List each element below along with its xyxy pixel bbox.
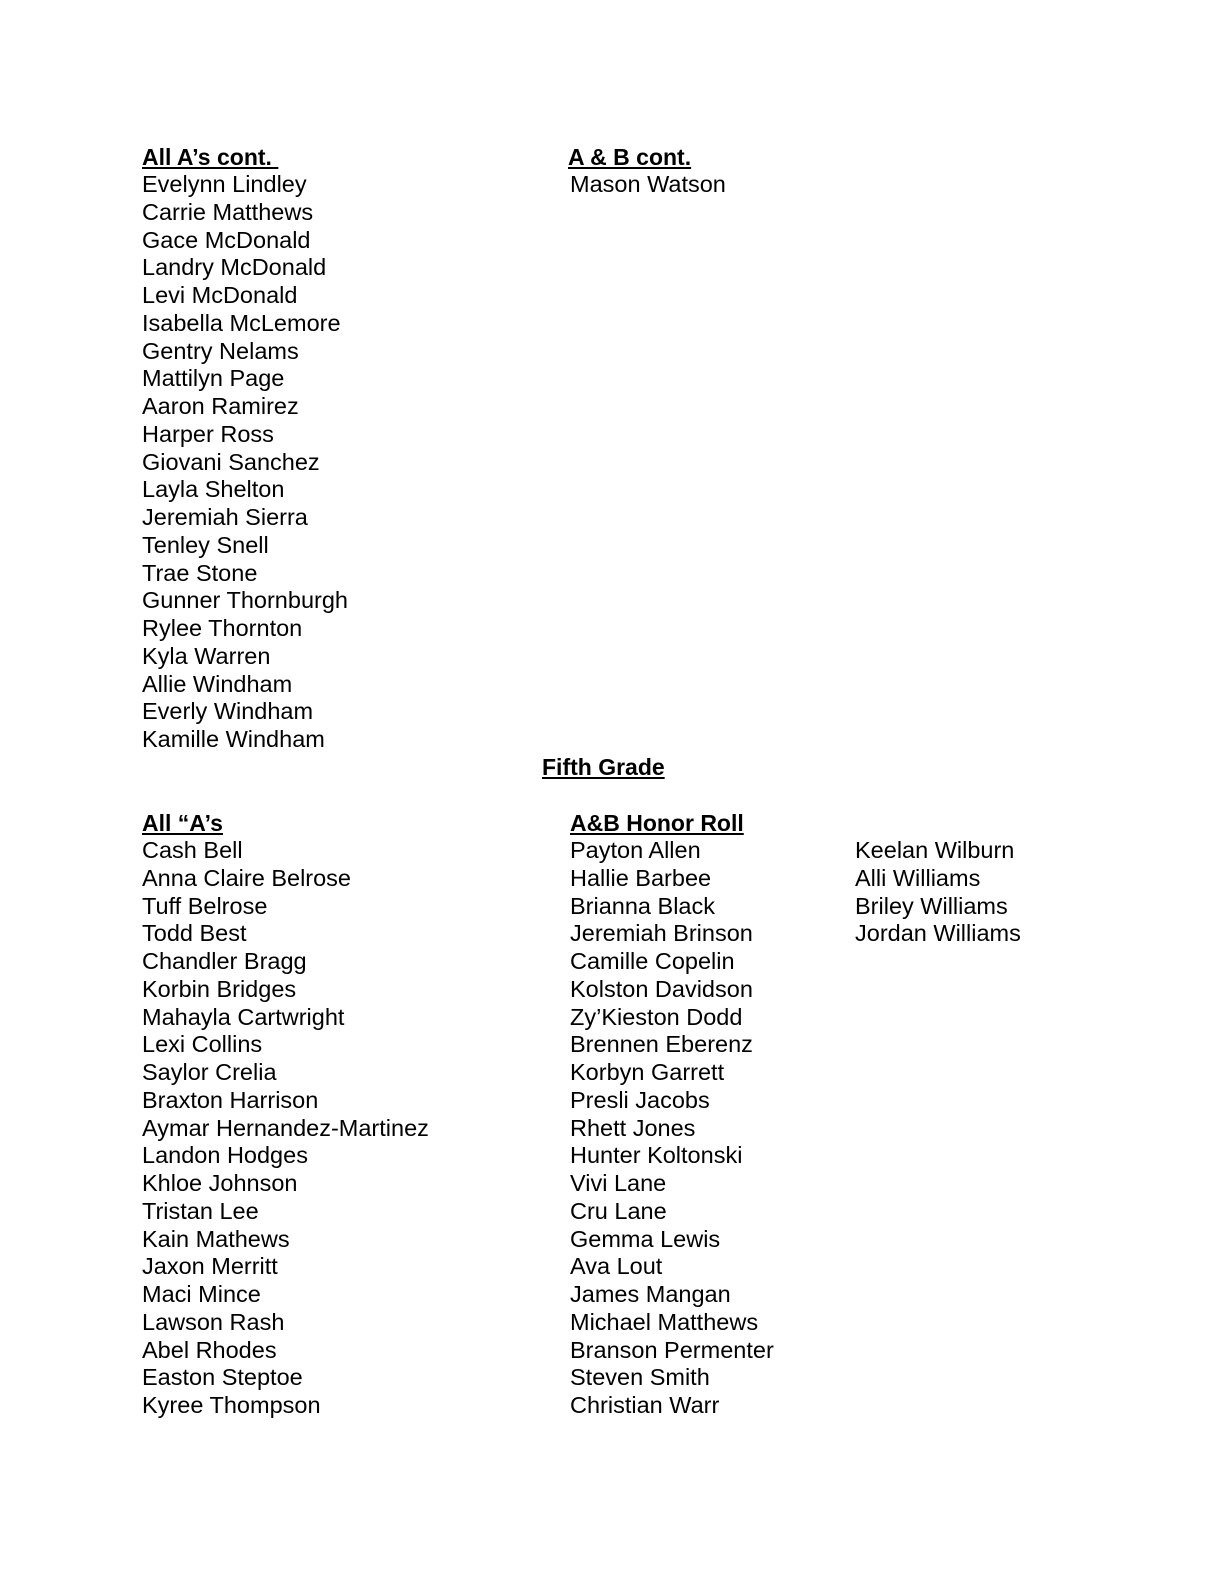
student-name: James Mangan bbox=[570, 1281, 731, 1307]
student-name: Mason Watson bbox=[570, 171, 726, 197]
student-name: Kain Mathews bbox=[142, 1225, 290, 1252]
student-name: Steven Smith bbox=[570, 1364, 710, 1391]
student-name: Aymar Hernandez-Martinez bbox=[142, 1114, 429, 1141]
student-name: Cru Lane bbox=[570, 1197, 667, 1224]
student-name: Lawson Rash bbox=[142, 1308, 285, 1335]
student-name: Hunter Koltonski bbox=[570, 1142, 743, 1169]
ab-cont-list bbox=[568, 171, 726, 199]
student-name: Gace McDonald bbox=[142, 226, 311, 253]
ab-honor-roll-continued-column bbox=[855, 837, 1021, 948]
student-name: Abel Rhodes bbox=[142, 1336, 277, 1363]
student-name: Isabella McLemore bbox=[142, 309, 341, 336]
student-name: Gunner Thornburgh bbox=[142, 587, 348, 614]
student-name: Chandler Bragg bbox=[142, 948, 307, 974]
student-name: Khloe Johnson bbox=[142, 1170, 298, 1196]
student-name: Ava Lout bbox=[570, 1253, 663, 1280]
ab-honor-roll-column bbox=[570, 809, 774, 1420]
all-a-cont-column bbox=[142, 143, 348, 754]
student-name: Gemma Lewis bbox=[570, 1225, 721, 1252]
student-name: Rylee Thornton bbox=[142, 615, 303, 641]
student-name: Kamille Windham bbox=[142, 726, 325, 752]
ab-honor-roll-continued-list bbox=[855, 837, 1021, 948]
student-name: Jeremiah Brinson bbox=[570, 920, 753, 947]
student-name: Briley Williams bbox=[855, 892, 1008, 919]
ab-cont-column bbox=[568, 143, 726, 199]
student-name: Levi McDonald bbox=[142, 282, 298, 308]
student-name: Allie Windham bbox=[142, 670, 293, 697]
student-name: Payton Allen bbox=[570, 837, 701, 863]
student-name: Lexi Collins bbox=[142, 1031, 263, 1058]
ab-honor-roll-list bbox=[570, 837, 774, 1420]
student-name: Mattilyn Page bbox=[142, 365, 285, 392]
student-name: Keelan Wilburn bbox=[855, 837, 1015, 863]
student-name: Branson Permenter bbox=[570, 1336, 774, 1363]
ab-cont-heading: A & B cont. bbox=[568, 144, 692, 170]
student-name: Landry McDonald bbox=[142, 254, 327, 281]
student-name: Alli Williams bbox=[855, 864, 981, 891]
all-a-cont-heading: All A’s cont. bbox=[142, 144, 279, 170]
student-name: Tenley Snell bbox=[142, 531, 269, 558]
student-name: Jeremiah Sierra bbox=[142, 504, 308, 530]
grade-title: Fifth Grade bbox=[542, 754, 665, 780]
student-name: Landon Hodges bbox=[142, 1142, 308, 1169]
student-name: Todd Best bbox=[142, 920, 247, 947]
student-name: Christian Warr bbox=[570, 1392, 720, 1418]
ab-honor-roll-heading: A&B Honor Roll bbox=[570, 810, 744, 836]
student-name: Layla Shelton bbox=[142, 476, 285, 503]
student-name: Jaxon Merritt bbox=[142, 1253, 278, 1280]
student-name: Michael Matthews bbox=[570, 1308, 759, 1335]
student-name: Aaron Ramirez bbox=[142, 393, 299, 419]
student-name: Saylor Crelia bbox=[142, 1059, 277, 1085]
student-name: Everly Windham bbox=[142, 698, 314, 725]
student-name: Kyla Warren bbox=[142, 642, 271, 669]
student-name: Gentry Nelams bbox=[142, 337, 299, 364]
all-a-cont-list bbox=[142, 171, 348, 754]
student-name: Brianna Black bbox=[570, 892, 715, 919]
student-name: Braxton Harrison bbox=[142, 1086, 319, 1113]
student-name: Korbin Bridges bbox=[142, 975, 297, 1002]
student-name: Jordan Williams bbox=[855, 920, 1021, 947]
student-name: Hallie Barbee bbox=[570, 864, 712, 891]
all-a-heading: All “A’s bbox=[142, 810, 223, 836]
student-name: Tuff Belrose bbox=[142, 892, 268, 919]
student-name: Tristan Lee bbox=[142, 1197, 259, 1224]
student-name: Carrie Matthews bbox=[142, 198, 314, 225]
student-name: Evelynn Lindley bbox=[142, 171, 307, 197]
student-name: Mahayla Cartwright bbox=[142, 1003, 345, 1030]
student-name: Camille Copelin bbox=[570, 948, 735, 974]
student-name: Easton Steptoe bbox=[142, 1364, 303, 1391]
student-name: Cash Bell bbox=[142, 837, 243, 863]
student-name: Kyree Thompson bbox=[142, 1392, 321, 1418]
student-name: Vivi Lane bbox=[570, 1170, 667, 1196]
all-a-column bbox=[142, 809, 429, 1420]
student-name: Anna Claire Belrose bbox=[142, 864, 351, 891]
student-name: Trae Stone bbox=[142, 559, 258, 586]
all-a-list bbox=[142, 837, 429, 1420]
student-name: Kolston Davidson bbox=[570, 975, 753, 1002]
student-name: Brennen Eberenz bbox=[570, 1031, 753, 1058]
student-name: Presli Jacobs bbox=[570, 1086, 710, 1113]
student-name: Maci Mince bbox=[142, 1281, 261, 1307]
student-name: Giovani Sanchez bbox=[142, 448, 320, 475]
student-name: Zy’Kieston Dodd bbox=[570, 1003, 743, 1030]
student-name: Harper Ross bbox=[142, 420, 274, 447]
student-name: Rhett Jones bbox=[570, 1114, 696, 1141]
student-name: Korbyn Garrett bbox=[570, 1059, 725, 1085]
